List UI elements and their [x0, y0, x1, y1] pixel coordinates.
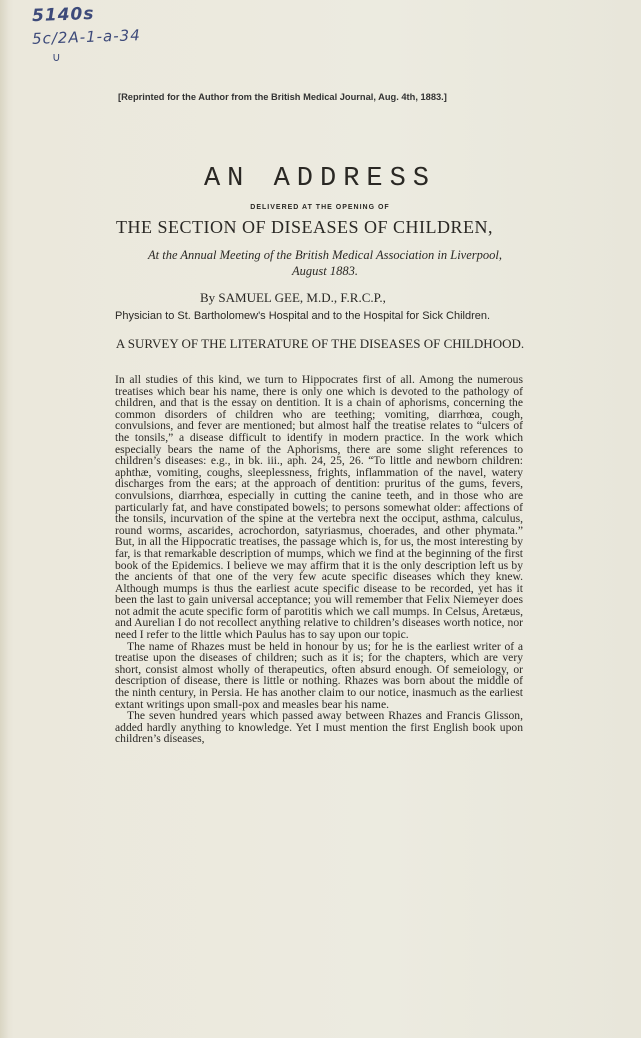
article-body [115, 374, 523, 745]
reprint-note: [Reprinted for the Author from the British Medical Journal, Aug. 4th, 1883.] [118, 92, 447, 102]
document-title: AN ADDRESS [203, 164, 437, 194]
handwritten-mark: ∪ [52, 50, 61, 64]
page-spine-edge [0, 0, 8, 1038]
article-subtitle: A SURVEY OF THE LITERATURE OF THE DISEASES OF CHILDHOOD. [115, 336, 525, 351]
author-affiliation: Physician to St. Bartholomew's Hospital and to the Hospital for Sick Children. [115, 310, 491, 322]
paragraph-3: The seven hundred years which passed away between Rhazes and Francis Glisson, added hardly anything to knowledge. Yet I must mention the first English book upon children’s diseases, [115, 709, 523, 746]
author-line: By SAMUEL GEE, M.D., F.R.C.P., [200, 290, 386, 305]
paragraph-1: In all studies of this kind, we turn to Hippocrates first of all. Among the numerous treatises which bear his name, there is only one which is devoted to the pathology of children, and that is the essay on dentition. It is a chain of aphorisms, concerning the common disorders of children who are teething; vomiting, diarrhœa, cough, convulsions, and fever are mentioned; but almost half the treatise relates to “ulcers of the tonsils,” a disease difficult to identify in modern practice. In the work which especially bears the name of the Aphorisms, there are some slight references to children’s diseases: e.g., in bk. iii., aph. 24, 25, 26. “To little and newborn children: aphthæ, vomiting, coughs, sleeplessness, frights, inflammation of the navel, watery discharges from the ears; at the approach of dentition: pruritus of the gums, fevers, convulsions, diarrhœa, especially in cutting the canine teeth, and in those who are particularly fat, and have constipated bowels; to persons somewhat older: affections of the tonsils, incurvation of the spine at the vertebra next the occiput, asthma, calculus, round worms, ascarides, acrochordon, satyriasmus, choerades, and other phymata.” But, in all the Hippocratic treatises, the passage which is, for us, the most interesting by far, is that remarkable description of mumps, which we find at the beginning of the first book of the Epidemics. I believe we may affirm that it is the only description left us by the ancients of that one of the very few acute specific diseases which they knew. Although mumps is thus the earliest acute specific disease to be recorded, yet has it been the last to gain universal acceptance; you will remember that Felix Niemeyer does not admit the acute specific form of parotitis which we call mumps. In Celsus, Aretæus, and Aurelian I do not recollect anything relative to children’s diseases worth notice, nor need I refer to the little which Paulus has to say upon our topic. [115, 373, 523, 642]
handwritten-catalogue-number: 5140s [31, 3, 95, 27]
delivered-line: DELIVERED AT THE OPENING OF [250, 204, 390, 211]
handwritten-shelfmark: 5c/2A-1-a-34 [31, 26, 141, 48]
paragraph-2: The name of Rhazes must be held in honour by us; for he is the earliest writer of a treatise upon the diseases of children; such as it is; for the chapters, which are very short, consist almost wholly of therapeutics, often absurd enough. Of semeiology, or description of disease, there is little or nothing. Rhazes was born about the middle of the ninth century, in Persia. He has another claim to our notice, inasmuch as the earliest extant writings upon small-pox and measles bear his name. [115, 639, 523, 711]
section-heading: THE SECTION OF DISEASES OF CHILDREN, [116, 217, 494, 237]
meeting-line: At the Annual Meeting of the British Medical Association in Liverpool, August 1883. [147, 248, 502, 278]
